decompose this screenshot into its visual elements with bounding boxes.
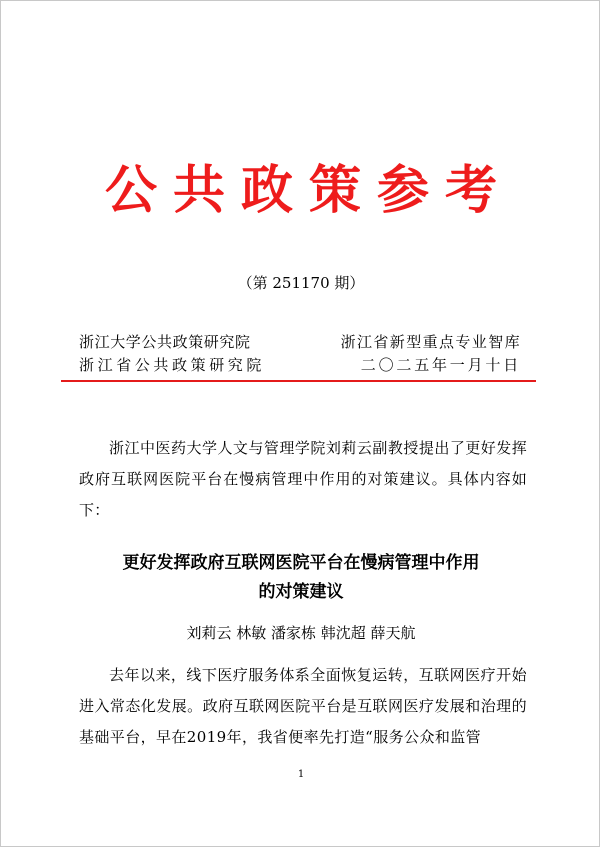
page-number: 1: [297, 769, 305, 780]
masthead-title: 公共政策参考: [104, 160, 513, 221]
article-title-line-1: 更好发挥政府互联网医院平台在慢病管理中作用: [122, 553, 480, 573]
body-paragraph: 去年以来，线下医疗服务体系全面恢复运转，互联网医疗开始进入常态化发展。政府互联网医院平台是互联网医疗发展和治理的基础平台，早在2019年，我省便率先打造“服务公众和监管: [79, 666, 527, 746]
article-title-line-2: 的对策建议: [258, 582, 344, 602]
issue-number: （第 251170 期）: [237, 274, 365, 292]
article-authors: 刘莉云 林敏 潘家栋 韩沈超 薛天航: [186, 624, 416, 642]
article-title: [1, 549, 600, 607]
institution-left-1: 浙江大学公共政策研究院: [79, 333, 251, 351]
institution-right-1: 浙江省新型重点专业智库: [340, 333, 521, 351]
publication-date: 二〇二五年一月十日: [360, 356, 521, 374]
intro-paragraph: 浙江中医药大学人文与管理学院刘莉云副教授提出了更好发挥政府互联网医院平台在慢病管理中作用的对策建议。具体内容如下：: [79, 439, 527, 519]
header-divider: [61, 380, 536, 382]
institution-left-2: 浙江省公共政策研究院: [79, 356, 266, 374]
